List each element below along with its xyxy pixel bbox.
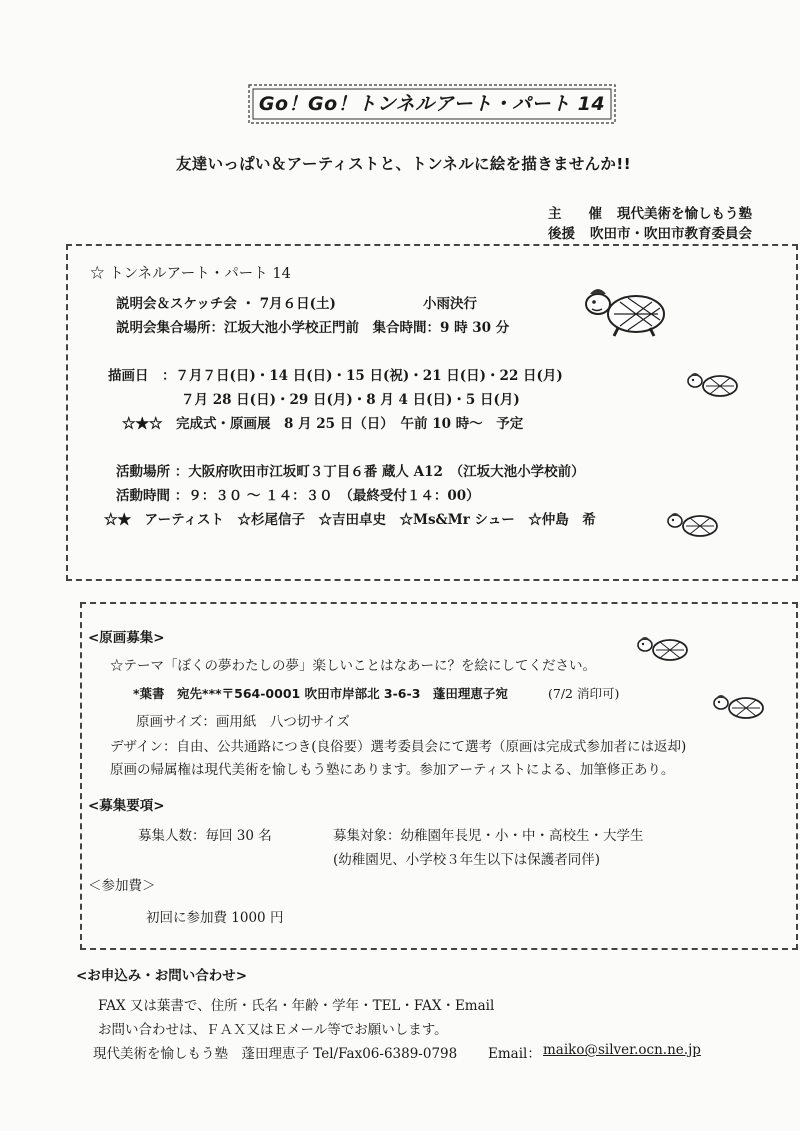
support-name: 吹田市・吹田市教育委員会 [590,226,752,242]
postcard-note: (7/2 消印可) [548,686,620,701]
recruit-info-heading: <募集要項> [88,798,165,814]
host-label: 主 催 [548,206,602,222]
event-heading: ☆ トンネルアート・パート 14 [90,266,291,282]
briefing-note: 小雨決行 [423,296,477,312]
theme-text: ☆テーマ「ぼくの夢わたしの夢」楽しいことはなあーに？を絵にしてください。 [110,658,596,674]
turtle-icon [584,280,670,338]
support-label: 後援 [548,226,575,242]
guardian-note: (幼稚園児、小学校３年生以下は保護者同伴) [333,852,601,868]
turtle-icon [686,368,740,398]
contact-org: 現代美術を愉しもう塾 蓬田理恵子 Tel/Fax06-6389-0798 [93,1046,458,1062]
turtle-icon [636,632,690,662]
recruit-art-heading: <原画募集> [88,630,165,646]
briefing-label: 説明会＆スケッチ会 ・ 7月６日(土) [116,296,336,312]
activity-hours: 活動時間 ：９：３０ ～ １４：３０ （最終受付１４：00） [116,488,480,504]
postcard-address: *葉書 宛先***〒564-0001 吹田市岸部北 3-6-3 蓬田理恵子宛 [133,686,508,701]
title-banner [247,83,617,125]
meeting-place: 説明会集合場所：江坂大池小学校正門前 集合時間：9 時 30 分 [116,320,510,336]
subtitle: 友達いっぱい＆アーティストと、トンネルに絵を描きませんか!! [176,155,631,173]
artists-list: ☆★ アーティスト ☆杉尾信子 ☆吉田卓史 ☆Ms&Mr シュー ☆仲島 希 [104,512,596,528]
contact-line-1: FAX 又は葉書で、住所・氏名・年齢・学年・TEL・FAX・Email [98,998,495,1014]
art-size: 原画サイズ：画用紙 八つ切サイズ [136,714,350,730]
design-rule: デザイン：自由、公共通路につき(良俗要）選考委員会にて選考（原画は完成式参加者には返却) [110,739,687,755]
recruit-target: 募集対象：幼稚園年長児・小・中・高校生・大学生 [333,828,644,844]
recruit-number: 募集人数：毎回 30 名 [138,828,272,844]
contact-line-2: お問い合わせは、ＦＡＸ又はＥメール等でお願いします。 [98,1022,448,1038]
drawing-days-1: 描画日 ：７月７日(日)・14 日(日)・15 日(祝)・21 日(日)・22 日(月) [108,368,563,384]
activity-location: 活動場所 ：大阪府吹田市江坂町３丁目６番 蔵人 A12 （江坂大池小学校前） [116,464,585,480]
contact-heading: <お申込み・お問い合わせ> [76,968,248,984]
turtle-icon [712,690,766,720]
fee-heading: ＜参加費＞ [88,878,156,894]
email-label: Email： [488,1046,541,1062]
email-address[interactable]: maiko@silver.ocn.ne.jp [543,1042,701,1058]
turtle-icon [666,508,720,538]
host-name: 現代美術を愉しもう塾 [617,206,752,222]
drawing-days-2: ７月 28 日(日)・29 日(月)・8 月 4 日(日)・5 日(月) [181,392,520,408]
completion-ceremony: ☆★☆ 完成式・原画展 8 月 25 日（日） 午前 10 時～ 予定 [122,416,524,432]
rights-note: 原画の帰属権は現代美術を愉しもう塾にあります。参加アーティストによる、加筆修正あり。 [110,762,675,778]
page-title: Go！Go！トンネルアート・パート 14 [258,93,606,115]
fee-amount: 初回に参加費 1000 円 [146,910,284,926]
